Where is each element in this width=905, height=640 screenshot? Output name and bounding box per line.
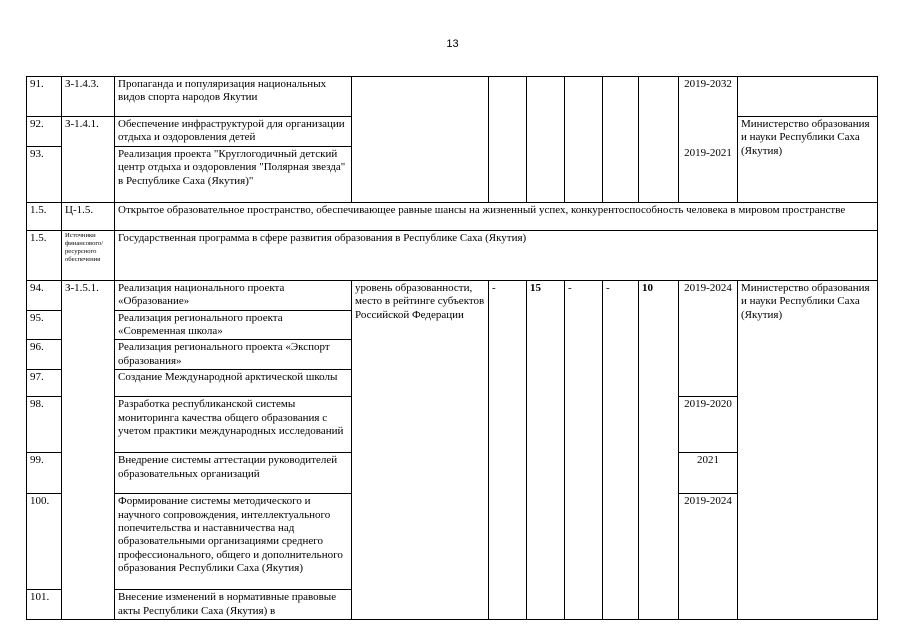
- measure-name: Реализация регионального проекта «Экспорт образования»: [115, 340, 352, 370]
- row-number: 95.: [27, 310, 62, 340]
- row-number: 1.5.: [27, 202, 62, 230]
- value-cell: -: [603, 280, 639, 619]
- measure-name: Реализация проекта "Круглогодичный детский центр отдыха и оздоровления "Полярная звезда" в Республике Саха (Якутия)": [115, 146, 352, 202]
- row-number: 100.: [27, 494, 62, 590]
- measure-name: Реализация регионального проекта «Современная школа»: [115, 310, 352, 340]
- value-cell: [565, 77, 603, 203]
- value-cell: -: [565, 280, 603, 619]
- measure-name: Реализация национального проекта «Образование»: [115, 280, 352, 310]
- indicator-cell: уровень образованности, место в рейтинге субъектов Российской Федерации: [352, 280, 489, 619]
- value-cell: 10: [639, 280, 679, 619]
- funding-sources-label: Источники финансового/ресурсного обеспечения: [62, 230, 115, 280]
- goal-code: З-1.5.1.: [62, 280, 115, 619]
- value-cell: [603, 77, 639, 203]
- period-cell: [679, 117, 738, 147]
- value-cell: [639, 77, 679, 203]
- goal-code: [62, 146, 115, 202]
- period-cell: 2019-2020: [679, 397, 738, 453]
- row-number: 101.: [27, 590, 62, 620]
- row-number: 96.: [27, 340, 62, 370]
- value-cell: -: [489, 280, 527, 619]
- value-cell: [489, 77, 527, 203]
- table-row: [27, 77, 878, 117]
- period-cell: 2021: [679, 453, 738, 494]
- program-name: Государственная программа в сфере развития образования в Республике Саха (Якутия): [115, 230, 878, 280]
- measure-name: Формирование системы методического и научного сопровождения, интеллектуального попечительства и наставничества над образовательными организациями среднего профессионального, общего и дополнительного образования Республики Саха (Якутия): [115, 494, 352, 590]
- row-number: 97.: [27, 370, 62, 397]
- page-number: 13: [446, 38, 459, 50]
- row-number: 1.5.: [27, 230, 62, 280]
- goal-code: З-1.4.3.: [62, 77, 115, 117]
- period-cell: 2019-2024: [679, 494, 738, 620]
- table-row: [27, 230, 878, 280]
- period-cell: 2019-2032: [679, 77, 738, 117]
- ministry-cell: Министерство образования и науки Республики Саха (Якутия): [738, 280, 878, 619]
- table-row: [27, 280, 878, 310]
- row-number: 94.: [27, 280, 62, 310]
- table-row: [27, 202, 878, 230]
- goal-text: Открытое образовательное пространство, обеспечивающее равные шансы на жизненный успех, конкурентоспособность человека в мировом пространстве: [115, 202, 878, 230]
- row-number: 92.: [27, 117, 62, 147]
- measure-name: Разработка республиканской системы мониторинга качества общего образования с учетом практики международных исследований: [115, 397, 352, 453]
- ministry-cell: [738, 77, 878, 117]
- measure-name: Внесение изменений в нормативные правовые акты Республики Саха (Якутия) в: [115, 590, 352, 620]
- value-cell: 15: [527, 280, 565, 619]
- ministry-cell: Министерство образования и науки Республики Саха (Якутия): [738, 117, 878, 203]
- program-table: [26, 76, 878, 620]
- goal-code: Ц-1.5.: [62, 202, 115, 230]
- measure-name: Внедрение системы аттестации руководителей образовательных организаций: [115, 453, 352, 494]
- row-number: 91.: [27, 77, 62, 117]
- goal-code: З-1.4.1.: [62, 117, 115, 147]
- value-cell: [527, 77, 565, 203]
- period-cell: 2019-2021: [679, 146, 738, 202]
- row-number: 98.: [27, 397, 62, 453]
- period-cell: 2019-2024: [679, 280, 738, 396]
- measure-name: Создание Международной арктической школы: [115, 370, 352, 397]
- indicator-cell: [352, 77, 489, 203]
- row-number: 99.: [27, 453, 62, 494]
- row-number: 93.: [27, 146, 62, 202]
- measure-name: Пропаганда и популяризация национальных видов спорта народов Якутии: [115, 77, 352, 117]
- measure-name: Обеспечение инфраструктурой для организации отдыха и оздоровления детей: [115, 117, 352, 147]
